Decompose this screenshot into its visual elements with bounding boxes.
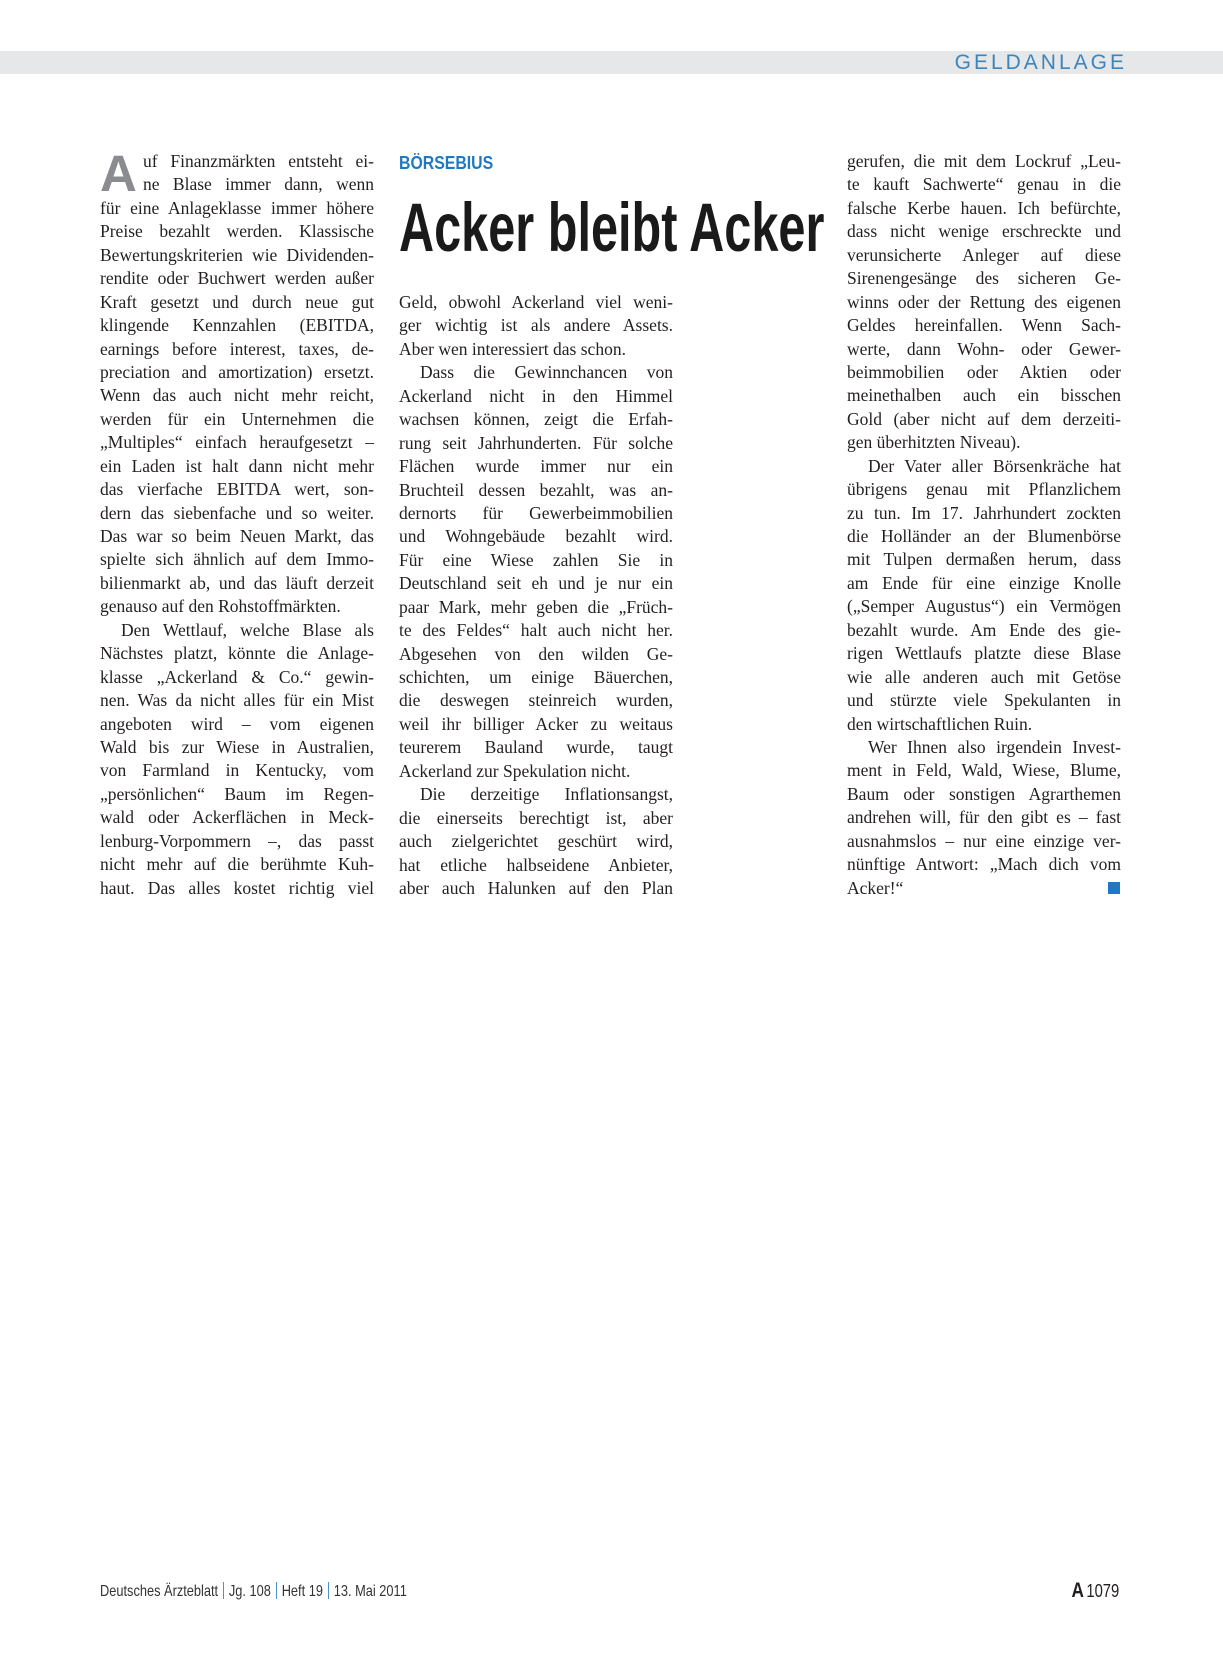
page-prefix: A	[1071, 1579, 1084, 1602]
text-line: ein Laden ist halt dann nicht mehr	[100, 455, 374, 476]
text-line: meinethalben auch ein bisschen	[847, 385, 1121, 406]
text-line: Der Vater aller Börsenkräche hat	[868, 455, 1121, 476]
text-line: Ackerland zur Spekulation nicht.	[399, 760, 631, 781]
text-line: genauso auf den Rohstoffmärkten.	[100, 596, 341, 617]
text-line: Wer Ihnen also irgendein Invest-	[868, 736, 1121, 757]
text-line: ne Blase immer dann, wenn	[143, 174, 374, 195]
text-line: Die derzeitige Inflationsangst,	[420, 784, 673, 805]
text-line: Das war so beim Neuen Markt, das	[100, 526, 374, 546]
text-line: gen überhitzten Niveau).	[847, 432, 1021, 453]
text-line: Deutschland seit eh und je nur ein	[399, 573, 673, 594]
text-line: Ackerland nicht in den Himmel	[399, 385, 673, 406]
text-line: Gold (aber nicht auf dem derzeiti-	[847, 408, 1121, 429]
text-line: Wald bis zur Wiese in Australien,	[100, 736, 374, 757]
drop-cap: A	[100, 145, 137, 202]
text-line: Dass die Gewinnchancen von	[420, 362, 673, 383]
text-line: nen. Was da nicht alles für ein Mist	[100, 690, 374, 711]
text-line: („Semper Augustus“) ein Vermögen	[847, 596, 1121, 617]
text-line: Bruchteil dessen bezahlt, was an-	[399, 479, 673, 500]
issue-date: 13. Mai 2011	[333, 1583, 407, 1600]
text-line: werden für ein Unternehmen die	[100, 408, 374, 429]
column-kicker: BÖRSEBIUS	[399, 153, 494, 173]
text-line: dass nicht wenige erschreckte und	[847, 221, 1121, 242]
footer-separator	[223, 1582, 224, 1599]
text-line: und stürzte viele Spekulanten in	[847, 690, 1121, 711]
text-line: rigen Wettlaufs platzte diese Blase	[847, 643, 1121, 664]
text-line: hat etliche halbseidene Anbieter,	[399, 854, 673, 875]
text-line: spielte sich ähnlich auf dem Immo-	[100, 549, 374, 570]
text-line: Acker!“	[847, 877, 1121, 900]
text-line: uf Finanzmärkten entsteht ei-	[143, 151, 374, 171]
text-line: wie alle anderen auch mit Getöse	[847, 666, 1121, 687]
text-line: dern das siebenfache und so weiter.	[100, 502, 374, 523]
text-line: falsche Kerbe hauen. Ich befürchte,	[847, 197, 1121, 218]
journal-volume: Jg. 108	[228, 1583, 271, 1600]
text-line: dernorts für Gewerbeimmobilien	[399, 502, 673, 523]
text-line: Sirenengesänge des sicheren Ge-	[847, 268, 1121, 289]
text-line: bezahlt wurde. Am Ende des gie-	[847, 619, 1121, 640]
text-line: am Ende für eine einzige Knolle	[847, 572, 1121, 593]
text-line: nicht mehr auf die berühmte Kuh-	[100, 854, 374, 875]
text-column-3	[847, 150, 1121, 900]
text-line: Aber wen interessiert das schon.	[399, 338, 626, 359]
text-column-1	[100, 145, 374, 900]
footer-separator	[276, 1582, 277, 1599]
text-line: haut. Das alles kostet richtig viel	[100, 877, 374, 898]
text-line: rendite oder Buchwert werden außer	[100, 268, 374, 289]
text-line: Flächen wurde immer nur ein	[399, 456, 673, 477]
text-line: te des Feldes“ halt auch nicht her.	[399, 620, 673, 641]
text-line: wachsen können, zeigt die Erfah-	[399, 409, 673, 430]
text-column-2	[399, 291, 673, 900]
text-line: übrigens genau mit Pflanzlichem	[847, 479, 1121, 500]
page-number	[1071, 1578, 1119, 1604]
text-line: „persönlichen“ Baum im Regen-	[100, 783, 374, 804]
text-line: gerufen, die mit dem Lockruf „Leu-	[847, 151, 1121, 171]
text-line: Bewertungskriterien wie Dividenden-	[100, 244, 374, 265]
text-line: Kraft gesetzt und durch neue gut	[100, 291, 374, 312]
section-title: GELDANLAGE	[954, 51, 1127, 74]
text-line: lenburg-Vorpommern –, das passt	[100, 830, 374, 851]
text-line: Preise bezahlt werden. Klassische	[100, 221, 374, 242]
text-line: werte, dann Wohn- oder Gewer-	[847, 338, 1121, 359]
text-line: die einerseits berechtigt ist, aber	[399, 807, 673, 828]
text-line: klasse „Ackerland & Co.“ gewin-	[100, 666, 374, 687]
text-line: das vierfache EBITDA wert, son-	[100, 479, 374, 500]
text-line: wald oder Ackerflächen in Meck-	[100, 807, 374, 828]
page-number-value: 1079	[1086, 1581, 1119, 1601]
text-line: Geld, obwohl Ackerland viel weni-	[399, 292, 673, 312]
text-line: ger wichtig ist als andere Assets.	[399, 315, 673, 336]
end-mark	[1108, 882, 1120, 894]
text-line: Geldes hereinfallen. Wenn Sach-	[847, 315, 1121, 336]
text-line: Für eine Wiese zahlen Sie in	[399, 549, 673, 570]
journal-name: Deutsches Ärzteblatt	[100, 1583, 219, 1600]
footer-citation	[100, 1580, 407, 1604]
text-line: „Multiples“ einfach heraufgesetzt –	[100, 432, 374, 453]
text-line: paar Mark, mehr geben die „Früch-	[399, 596, 673, 617]
text-line: weil ihr billiger Acker zu weitaus	[399, 713, 673, 734]
text-line: preciation and amortization) ersetzt.	[100, 361, 374, 382]
text-line: teurerem Bauland wurde, taugt	[399, 737, 673, 758]
text-line: Abgesehen von den wilden Ge-	[399, 643, 673, 664]
text-line: die Holländer an der Blumenbörse	[847, 526, 1121, 546]
text-line: winns oder der Rettung des eigenen	[847, 291, 1121, 312]
text-line: aber auch Halunken auf den Plan	[399, 877, 673, 898]
article-title: Acker bleibt Acker	[399, 189, 825, 266]
text-line: für eine Anlageklasse immer höhere	[100, 197, 374, 218]
text-line: Wenn das auch nicht mehr reicht,	[100, 385, 374, 406]
text-line: und Wohngebäude bezahlt wird.	[399, 526, 673, 547]
text-line: zu tun. Im 17. Jahrhundert zockten	[847, 502, 1121, 523]
text-line: den wirtschaftlichen Ruin.	[847, 713, 1033, 734]
text-line: ment in Feld, Wald, Wiese, Blume,	[847, 760, 1121, 781]
text-line: mit Tulpen dermaßen herum, dass	[847, 549, 1121, 570]
journal-issue: Heft 19	[281, 1583, 323, 1600]
text-line: nünftige Antwort: „Mach dich vom	[847, 854, 1121, 875]
text-line: die deswegen steinreich wurden,	[399, 690, 673, 711]
text-line: rung seit Jahrhunderten. Für solche	[399, 432, 673, 453]
text-line: ausnahmslos – nur eine einzige ver-	[847, 830, 1121, 851]
text-line: angeboten wird – vom eigenen	[100, 713, 374, 734]
text-line: auch zielgerichtet geschürt wird,	[399, 831, 673, 852]
text-line: beimmobilien oder Aktien oder	[847, 361, 1121, 382]
text-line: verunsicherte Anleger auf diese	[847, 244, 1121, 265]
text-line: earnings before interest, taxes, de-	[100, 338, 374, 359]
text-line: schichten, um einige Bäuerchen,	[399, 667, 673, 687]
text-line: te kauft Sachwerte“ genau in die	[847, 174, 1121, 195]
text-line: andrehen will, für den gibt es – fast	[847, 807, 1121, 828]
text-line: von Farmland in Kentucky, vom	[100, 760, 374, 781]
footer-separator	[328, 1582, 329, 1599]
text-line: Den Wettlauf, welche Blase als	[121, 619, 374, 640]
text-line: klingende Kennzahlen (EBITDA,	[100, 315, 374, 336]
text-line: Nächstes platzt, könnte die Anlage-	[100, 643, 374, 664]
text-line: Baum oder sonstigen Agrarthemen	[847, 783, 1121, 804]
text-line: bilienmarkt ab, und das läuft derzeit	[100, 572, 374, 593]
